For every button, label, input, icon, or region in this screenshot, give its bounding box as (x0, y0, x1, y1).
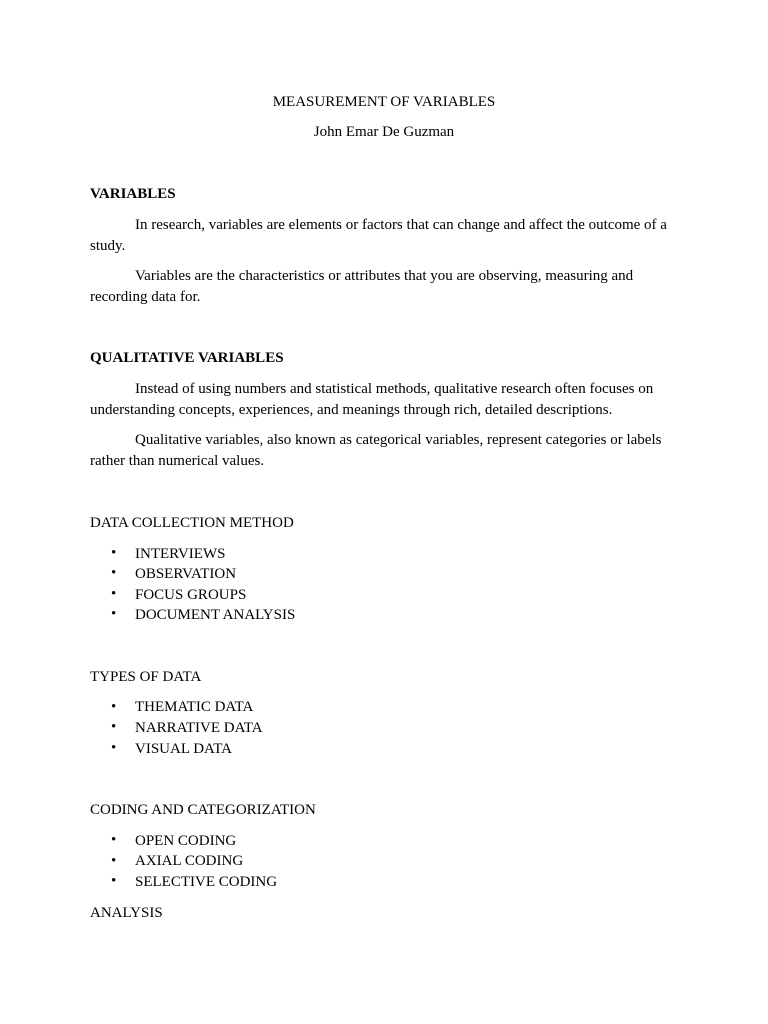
qualitative-heading: QUALITATIVE VARIABLES (90, 350, 284, 366)
data-collection-item: INTERVIEWS (135, 546, 226, 562)
coding-heading: CODING AND CATEGORIZATION (90, 802, 316, 818)
data-collection-item: FOCUS GROUPS (135, 587, 247, 603)
qualitative-paragraph-2-line-1: Qualitative variables, also known as categorical variables, represent categories or labels (135, 432, 662, 448)
qualitative-paragraph-1-line-1: Instead of using numbers and statistical methods, qualitative research often focuses on (135, 381, 654, 397)
document-author: John Emar De Guzman (313, 124, 455, 140)
variables-paragraph-1-line-2: study. (90, 238, 126, 254)
qualitative-paragraph-1-line-2: understanding concepts, experiences, and meanings through rich, detailed descriptions. (90, 402, 613, 418)
bullet-icon: • (111, 606, 117, 622)
variables-paragraph-1-line-1: In research, variables are elements or factors that can change and affect the outcome of a (135, 217, 667, 233)
types-of-data-heading: TYPES OF DATA (90, 669, 202, 685)
bullet-icon: • (111, 565, 117, 581)
document-title: MEASUREMENT OF VARIABLES (272, 94, 496, 110)
variables-paragraph-2-line-2: recording data for. (90, 289, 201, 305)
coding-item: AXIAL CODING (135, 853, 244, 869)
types-of-data-item: VISUAL DATA (135, 741, 232, 757)
bullet-icon: • (111, 699, 117, 715)
variables-paragraph-2-line-1: Variables are the characteristics or attributes that you are observing, measuring and (135, 268, 634, 284)
types-of-data-item: THEMATIC DATA (135, 699, 254, 715)
data-collection-heading: DATA COLLECTION METHOD (90, 515, 294, 531)
types-of-data-item: NARRATIVE DATA (135, 720, 263, 736)
bullet-icon: • (111, 740, 117, 756)
qualitative-paragraph-2-line-2: rather than numerical values. (90, 453, 265, 469)
bullet-icon: • (111, 873, 117, 889)
bullet-icon: • (111, 719, 117, 735)
bullet-icon: • (111, 832, 117, 848)
analysis-heading: ANALYSIS (90, 905, 163, 921)
data-collection-item: DOCUMENT ANALYSIS (135, 607, 296, 623)
bullet-icon: • (111, 853, 117, 869)
coding-item: SELECTIVE CODING (135, 874, 278, 890)
bullet-icon: • (111, 545, 117, 561)
coding-item: OPEN CODING (135, 833, 237, 849)
variables-heading: VARIABLES (90, 186, 176, 202)
data-collection-item: OBSERVATION (135, 566, 237, 582)
bullet-icon: • (111, 586, 117, 602)
